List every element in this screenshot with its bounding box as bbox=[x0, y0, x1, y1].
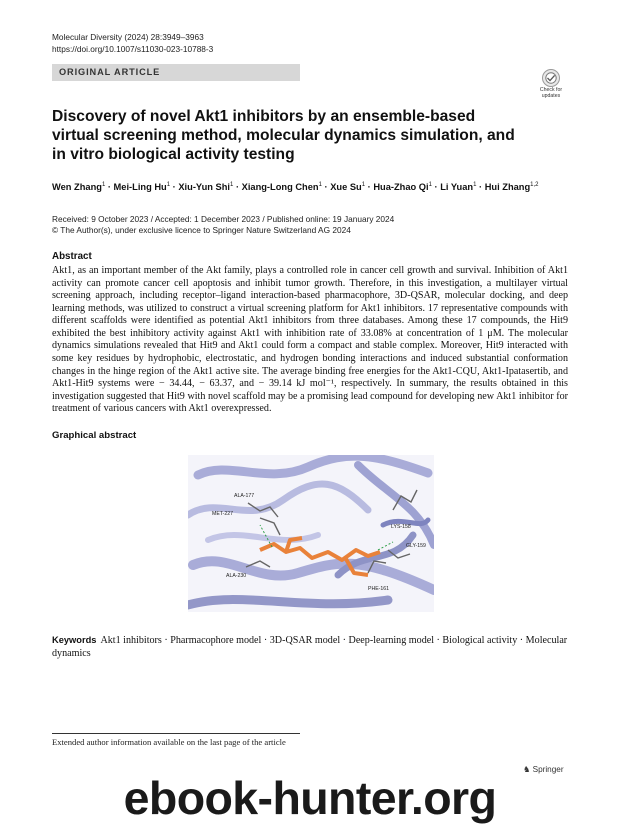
copyright-notice: © The Author(s), under exclusive licence to Springer Nature Switzerland AG 2024 bbox=[52, 225, 351, 235]
author-name[interactable]: Hui Zhang bbox=[484, 182, 531, 193]
residue-label-ala177: ALA-177 bbox=[234, 493, 255, 499]
author-affiliation: 1 bbox=[428, 182, 432, 188]
footnote-divider bbox=[52, 733, 300, 734]
doi-link[interactable]: https://doi.org/10.1007/s11030-023-10788-3 bbox=[52, 44, 214, 54]
abstract-body: Akt1, as an important member of the Akt family, plays a controlled role in cancer cell growth and survival. Inhibition of Akt1 activity can promote cancer cell apoptosis and inhibit tumor growth. Therefore, in this investigation, a multilayer virtual screening approach, including receptor–ligand interaction-based pharmacophore, 3D-QSAR, molecular docking, and deep learning methods, was utilized to construct a virtual screening platform for Akt1 inhibitors. 17 representative compounds with different scaffolds were identified as potential Akt1 inhibitors from three databases. Among these 17 compounds, the Hit9 exhibited the best inhibitory activity against Akt1 with inhibition rate of 33.08% at concentration of 1 μM. The molecular dynamics simulations revealed that Hit9 and Akt1 could form a compact and stable complex. Moreover, Hit9 interacted with some key residues by hydrophobic, electrostatic, and hydrogen bonding interactions and induced substantial conformation changes in the hinge region of the Akt1 active site. The average binding free energies for the Akt1-CQU, Akt1-Ipatasertib, and Akt1-Hit9 systems were − 34.44, − 63.37, and − 39.14 kJ mol⁻¹, respectively. In summary, the results obtained in this investigation suggested that Hit9 with novel scaffold may be a promising lead compound for developing new Akt1 inhibitor for treatment of various cancers with Akt1 overexpressed. bbox=[52, 265, 568, 415]
journal-citation: Molecular Diversity (2024) 28:3949–3963 bbox=[52, 32, 204, 42]
author-affiliation: 1 bbox=[230, 182, 234, 188]
author-separator: · bbox=[431, 182, 441, 193]
author-affiliation: 1 bbox=[101, 182, 106, 188]
graphical-abstract-heading: Graphical abstract bbox=[52, 430, 137, 441]
article-dates: Received: 9 October 2023 / Accepted: 1 December 2023 / Published online: 19 January 2024 bbox=[52, 214, 395, 224]
author-name[interactable]: Xiang-Long Chen bbox=[241, 182, 319, 193]
author-separator: · bbox=[105, 182, 114, 193]
abstract-heading: Abstract bbox=[52, 251, 92, 262]
check-updates-line-2: updates bbox=[541, 93, 561, 99]
author-affiliation: 1 bbox=[166, 182, 171, 188]
keywords bbox=[52, 634, 568, 660]
author-name[interactable]: Mei-Ling Hu bbox=[113, 182, 167, 193]
author-separator: · bbox=[365, 182, 374, 193]
author-name[interactable]: Xue Su bbox=[330, 182, 362, 193]
springer-horse-icon: ♞ bbox=[523, 765, 533, 774]
residue-label-met227: MET-227 bbox=[212, 511, 234, 517]
keywords-list: Akt1 inhibitors · Pharmacophore model · 3D-QSAR model · Deep-learning model · Biological activity · Molecular dynamics bbox=[52, 635, 568, 659]
author-name[interactable]: Xiu-Yun Shi bbox=[178, 182, 231, 193]
publisher-name: Springer bbox=[532, 765, 564, 774]
author-name[interactable]: Hua-Zhao Qi bbox=[373, 182, 429, 193]
author-separator: · bbox=[476, 182, 485, 193]
author-name[interactable]: Wen Zhang bbox=[52, 182, 102, 193]
author-list bbox=[52, 182, 572, 192]
author-separator: · bbox=[170, 182, 179, 193]
residue-label-lys158: LYS-158 bbox=[391, 524, 411, 530]
check-updates-line-1: Check for bbox=[539, 87, 563, 93]
keywords-label: Keywords bbox=[52, 635, 97, 645]
check-for-updates-label bbox=[532, 87, 570, 99]
author-name[interactable]: Li Yuan bbox=[440, 182, 474, 193]
watermark: ebook-hunter.org bbox=[123, 772, 497, 824]
author-separator: · bbox=[321, 182, 331, 193]
residue-label-ala230: ALA-230 bbox=[226, 573, 247, 579]
author-affiliation: 1 bbox=[361, 182, 366, 188]
author-separator: · bbox=[233, 182, 242, 193]
article-type-label: ORIGINAL ARTICLE bbox=[59, 67, 161, 77]
author-affiliation: 1 bbox=[318, 182, 322, 188]
residue-label-gly159: GLY-159 bbox=[406, 543, 426, 549]
author-affiliation: 1 bbox=[473, 182, 477, 188]
article-title: Discovery of novel Akt1 inhibitors by an ensemble-based virtual screening method, molecular dynamics simulation, and in vitro biological activity testing bbox=[52, 108, 515, 163]
footnote: Extended author information available on the last page of the article bbox=[52, 737, 286, 747]
graphical-abstract-image bbox=[188, 455, 434, 612]
author-affiliation: 1,2 bbox=[530, 182, 539, 188]
residue-label-phe161: PHE-161 bbox=[368, 586, 390, 592]
